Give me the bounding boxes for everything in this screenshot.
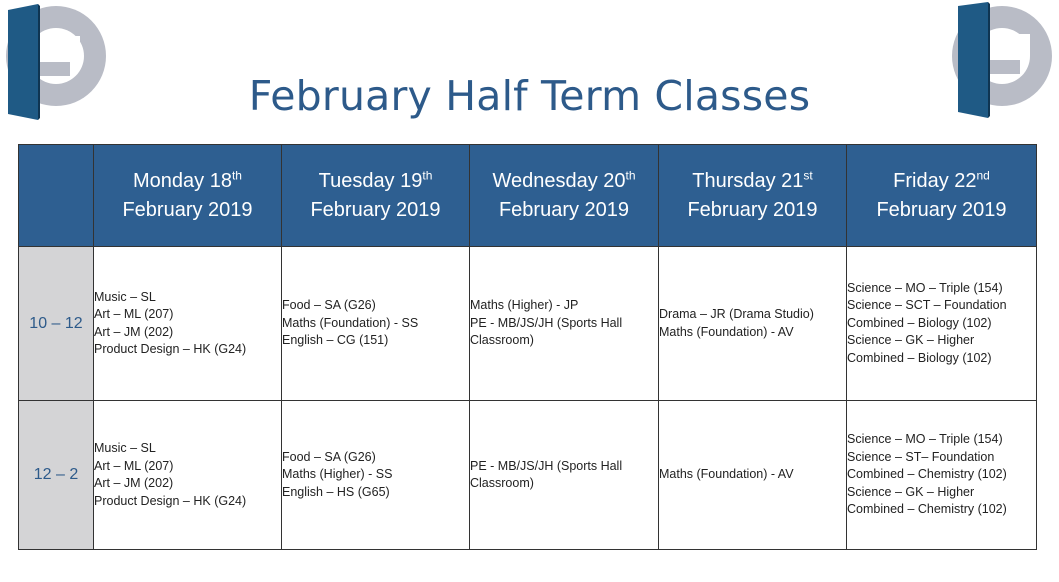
day-month: February 2019: [310, 198, 441, 221]
day-header-thursday: [659, 145, 847, 247]
class-cell-tuesday: [282, 247, 470, 401]
class-cell-thursday: [659, 401, 847, 550]
day-header-friday: [847, 145, 1037, 247]
time-slot-label: 10 – 12: [19, 247, 94, 401]
class-entry: Art – ML (207): [94, 307, 174, 321]
class-entry: Combined – Biology (102): [847, 315, 992, 330]
time-slot-row: [19, 247, 1037, 401]
class-entry: Food – SA (G26): [282, 449, 376, 464]
class-entry: Food – SA (G26): [282, 298, 376, 313]
class-entry: Maths (Higher) - SS: [282, 467, 393, 482]
class-entry: Science – SCT – Foundation: [847, 298, 1007, 313]
class-entry: Maths (Foundation) - AV: [659, 467, 794, 482]
class-cell-wednesday: [470, 247, 659, 401]
class-entry: Maths (Foundation) - AV: [659, 324, 794, 339]
class-entry: PE - MB/JS/JH (Sports Hall: [470, 315, 623, 330]
class-cell-wednesday: [470, 401, 659, 550]
day-name: Tuesday 19: [318, 169, 423, 192]
class-entry: Science – GK – Higher: [847, 484, 975, 499]
class-entry: Art – JM (202): [94, 324, 174, 339]
class-entry: English – CG (151): [282, 333, 389, 348]
class-entry: Art – JM (202): [94, 476, 174, 490]
class-entry: English – HS (G65): [282, 484, 390, 499]
day-suffix: th: [231, 167, 242, 182]
class-entry: Combined – Chemistry (102): [847, 502, 1007, 517]
class-cell-friday: [847, 247, 1037, 401]
class-entry: Science – GK – Higher: [847, 333, 975, 348]
class-entry: Maths (Foundation) - SS: [282, 315, 419, 330]
class-entry: Music – SL: [94, 441, 156, 455]
day-name: Wednesday 20: [492, 169, 626, 192]
class-entry: Science – MO – Triple (154): [847, 280, 1003, 295]
day-month: February 2019: [498, 198, 630, 221]
day-header-monday: [94, 145, 282, 247]
class-entry: Science – ST– Foundation: [847, 449, 995, 464]
day-month: February 2019: [122, 198, 253, 221]
class-cell-tuesday: [282, 401, 470, 550]
class-entry: Product Design – HK (G24): [94, 493, 247, 508]
day-name: Friday 22: [893, 169, 977, 192]
class-entry: Drama – JR (Drama Studio): [659, 307, 814, 321]
header-row: [19, 145, 1037, 247]
class-entry: Classroom): [470, 333, 534, 348]
class-entry: Music – SL: [94, 289, 156, 304]
class-entry: Combined – Biology (102): [847, 350, 992, 365]
class-cell-monday: [94, 401, 282, 550]
day-suffix: th: [625, 167, 636, 182]
class-entry: PE - MB/JS/JH (Sports Hall: [470, 458, 623, 473]
class-cell-thursday: [659, 247, 847, 401]
class-cell-friday: [847, 401, 1037, 550]
class-entry: Science – MO – Triple (154): [847, 432, 1003, 447]
corner-cell: [19, 145, 94, 247]
time-slot-label: 12 – 2: [19, 401, 94, 550]
class-entry: Maths (Higher) - JP: [470, 298, 579, 313]
page-title: February Half Term Classes: [248, 72, 811, 120]
class-entry: Combined – Chemistry (102): [847, 467, 1007, 482]
day-month: February 2019: [876, 198, 1007, 221]
timetable: [18, 144, 1037, 550]
day-suffix: st: [803, 167, 813, 182]
day-header-wednesday: [470, 145, 659, 247]
day-suffix: nd: [976, 167, 990, 182]
class-cell-monday: [94, 247, 282, 401]
day-name: Monday 18: [133, 169, 232, 192]
time-slot-row: [19, 401, 1037, 550]
class-entry: Classroom): [470, 476, 534, 490]
day-suffix: th: [422, 167, 433, 182]
day-header-tuesday: [282, 145, 470, 247]
day-name: Thursday 21: [692, 169, 804, 192]
class-entry: Art – ML (207): [94, 458, 174, 473]
class-entry: Product Design – HK (G24): [94, 342, 247, 356]
day-month: February 2019: [687, 198, 818, 221]
